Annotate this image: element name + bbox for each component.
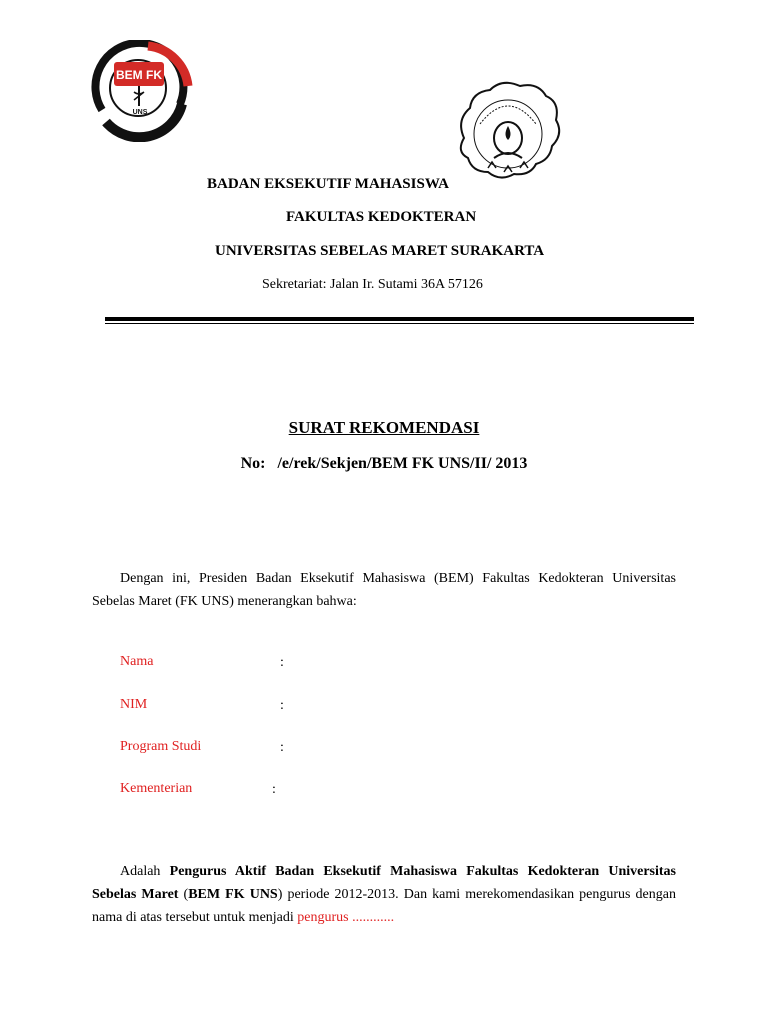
logo-text-sub: UNS	[132, 109, 148, 116]
closing-red-text: pengurus ............	[297, 910, 395, 925]
closing-bold-abbr: BEM FK UNS	[188, 887, 278, 902]
field-colon-kementerian: :	[272, 782, 276, 797]
header-line-1: BADAN EKSEKUTIF MAHASISWA	[207, 176, 449, 192]
field-colon-nim: :	[280, 698, 284, 713]
header-line-2: FAKULTAS KEDOKTERAN	[286, 209, 477, 225]
document-number: No: /e/rek/Sekjen/BEM FK UNS/II/ 2013	[240, 455, 528, 472]
field-colon-nama: :	[280, 655, 284, 670]
university-seal-logo	[454, 80, 562, 184]
closing-mid-1: (	[178, 887, 189, 902]
logo-text-main: BEM FK	[116, 68, 162, 82]
closing-paragraph	[92, 860, 676, 929]
header-address: Sekretariat: Jalan Ir. Sutami 36A 57126	[262, 277, 483, 292]
field-colon-program-studi: :	[280, 740, 284, 755]
closing-mid-2: ) periode 2012-2013. Dan kami merekomendasikan pengurus dengan nama di atas tersebut untuk menjadi	[92, 887, 676, 925]
bem-fk-logo	[88, 40, 194, 142]
intro-paragraph	[92, 567, 676, 613]
field-label-nama: Nama	[120, 654, 154, 669]
intro-text: Dengan ini, Presiden Badan Eksekutif Mahasiswa (BEM) Fakultas Kedokteran Universitas Sebelas Maret (FK UNS) menerangkan bahwa:	[92, 571, 676, 609]
header-divider-thin	[105, 323, 694, 324]
document-title: SURAT REKOMENDASI	[288, 418, 480, 437]
header-line-3: UNIVERSITAS SEBELAS MARET SURAKARTA	[215, 243, 545, 259]
field-label-program-studi: Program Studi	[120, 739, 202, 754]
closing-bold-org: Pengurus Aktif Badan Eksekutif Mahasiswa Fakultas Kedokteran Universitas Sebelas Maret	[92, 864, 677, 902]
field-label-nim: NIM	[120, 697, 148, 712]
field-label-kementerian: Kementerian	[120, 781, 193, 796]
header-divider-thick	[105, 317, 694, 321]
closing-prefix: Adalah	[120, 864, 170, 879]
